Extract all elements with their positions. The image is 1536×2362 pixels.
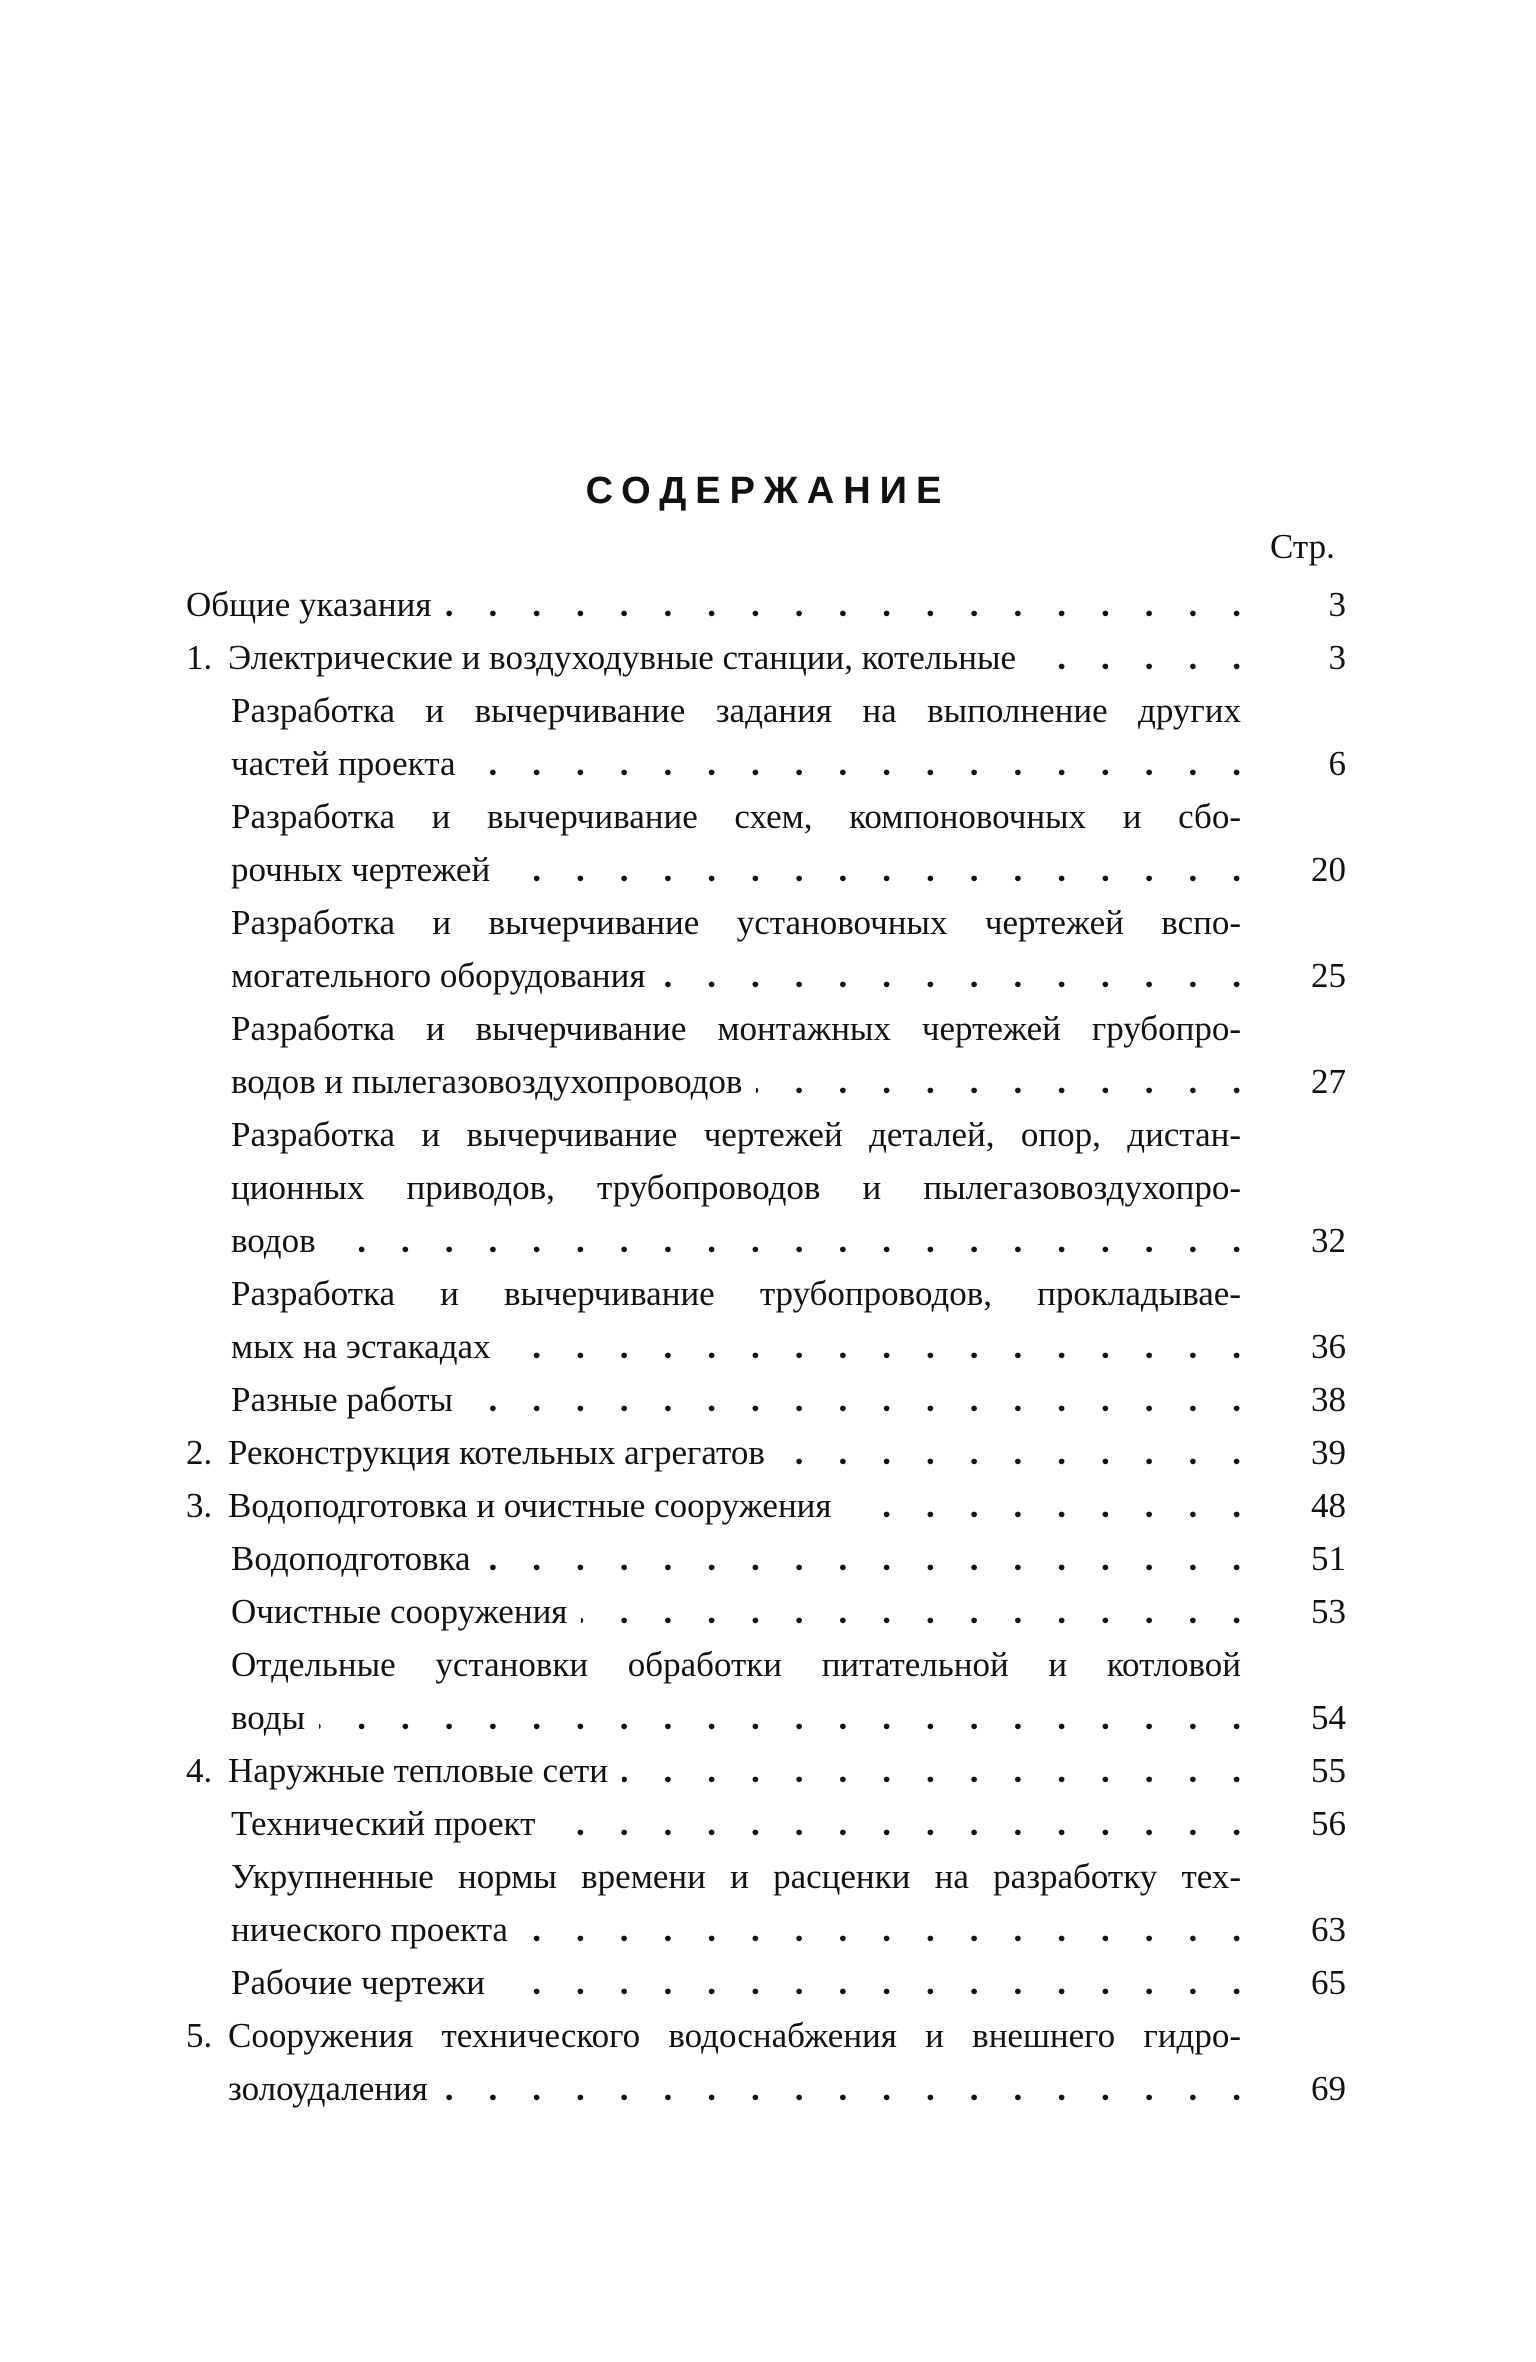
toc-entry-last-line — [186, 1479, 1241, 1532]
page-number: 65 — [1311, 1963, 1346, 2002]
section-number: 1. — [186, 638, 213, 677]
dot-leader — [581, 1585, 1241, 1638]
toc-entry-text: Наружные тепловые сети — [228, 1751, 608, 1790]
toc-entry — [186, 896, 1346, 1002]
toc-entry-text: воды — [231, 1698, 306, 1737]
toc-entry-last-line — [231, 1956, 1241, 2009]
toc-entry-text: водов и пылегазовоздухопроводов — [231, 1062, 743, 1101]
toc-entry-last-line — [231, 1373, 1241, 1426]
dot-leader — [504, 843, 1241, 896]
dot-leader — [1030, 631, 1241, 684]
page-number: 53 — [1311, 1592, 1346, 1631]
page-number: 36 — [1311, 1327, 1346, 1366]
section-number: 2. — [186, 1433, 213, 1472]
toc-entry-text: рочных чертежей — [231, 850, 491, 889]
toc-entry-text: могательного оборудования — [231, 956, 646, 995]
toc-entry — [186, 578, 1346, 631]
page-number: 55 — [1311, 1751, 1346, 1790]
toc-entry-last-line — [231, 1691, 1241, 1744]
toc-entry-text: Электрические и воздуходувные станции, котельные — [228, 638, 1017, 677]
page-number: 54 — [1311, 1698, 1346, 1737]
page-number: 32 — [1311, 1221, 1346, 1260]
page-number: 63 — [1311, 1910, 1346, 1949]
toc-entry-line: Разработка и вычерчивание установочных чертежей вспо- — [231, 903, 1241, 942]
toc-entry-last-line — [231, 1585, 1241, 1638]
toc-entry — [186, 1850, 1346, 1956]
dot-leader — [505, 1320, 1241, 1373]
toc-entry — [186, 1373, 1346, 1426]
toc-entry — [186, 1532, 1346, 1585]
toc-entry — [186, 1267, 1346, 1373]
toc-entry-text: Очистные сооружения — [231, 1592, 568, 1631]
page-number: 6 — [1328, 744, 1346, 783]
page-number: 39 — [1311, 1433, 1346, 1472]
toc-entry — [186, 1638, 1346, 1744]
toc-entry — [186, 1744, 1346, 1797]
toc-entry-last-line — [231, 1214, 1241, 1267]
page-number: 51 — [1311, 1539, 1346, 1578]
dot-leader — [330, 1214, 1241, 1267]
dot-leader — [756, 1055, 1241, 1108]
page-number: 48 — [1311, 1486, 1346, 1525]
toc-entry-last-line — [186, 1426, 1241, 1479]
page-number: 38 — [1311, 1380, 1346, 1419]
toc-entry-last-line — [231, 1320, 1241, 1373]
toc-entry-last-line — [231, 949, 1241, 1002]
toc-entry — [186, 631, 1346, 684]
page-title: СОДЕРЖАНИЕ — [585, 470, 951, 512]
toc-entry-line: Отдельные установки обработки питательной и котловой — [231, 1645, 1241, 1684]
page-number: 69 — [1311, 2069, 1346, 2108]
toc-entry-line: Разработка и вычерчивание задания на выполнение других — [231, 691, 1241, 730]
toc-entry-last-line — [186, 1744, 1241, 1797]
toc-entry-text: Технический проект — [231, 1804, 536, 1843]
toc-entry — [186, 1797, 1346, 1850]
toc-entry — [186, 1956, 1346, 2009]
page-number: 3 — [1328, 585, 1346, 624]
dot-leader — [846, 1479, 1241, 1532]
toc-entry-last-line — [186, 631, 1241, 684]
toc-entry-last-line — [231, 737, 1241, 790]
section-number: 4. — [186, 1751, 213, 1790]
dot-leader — [499, 1956, 1241, 2009]
section-number: 3. — [186, 1486, 213, 1525]
toc-entry — [186, 1002, 1346, 1108]
toc-entry-text: Рабочие чертежи — [231, 1963, 485, 2002]
dot-leader — [319, 1691, 1241, 1744]
toc-entry-text: золоудаления — [228, 2069, 428, 2108]
page-number: 27 — [1311, 1062, 1346, 1101]
section-number: 5. — [186, 2016, 213, 2055]
toc-entry-text: Водоподготовка и очистные сооружения — [228, 1486, 832, 1525]
toc-entry-last-line — [186, 2062, 1241, 2115]
table-of-contents — [186, 578, 1346, 2115]
toc-entry-text: нического проекта — [231, 1910, 508, 1949]
dot-leader — [442, 2062, 1241, 2115]
toc-entry-line: Сооружения технического водоснабжения и внешнего гидро- — [228, 2016, 1241, 2055]
dot-leader — [549, 1797, 1241, 1850]
dot-leader — [622, 1744, 1241, 1797]
toc-entry-text: Общие указания — [186, 585, 432, 624]
page-number: 20 — [1311, 850, 1346, 889]
toc-entry-text: мых на эстакадах — [231, 1327, 491, 1366]
page-number: 3 — [1328, 638, 1346, 677]
toc-entry-last-line — [231, 1532, 1241, 1585]
toc-entry-line: Разработка и вычерчивание схем, компоновочных и сбо- — [231, 797, 1241, 836]
toc-entry-line: Разработка и вычерчивание монтажных чертежей грубопро- — [231, 1009, 1241, 1048]
toc-entry — [186, 790, 1346, 896]
toc-entry-text: Разные работы — [231, 1380, 454, 1419]
page-number: 56 — [1311, 1804, 1346, 1843]
toc-entry — [186, 1585, 1346, 1638]
dot-leader — [467, 1373, 1241, 1426]
dot-leader — [445, 578, 1241, 631]
dot-leader — [659, 949, 1241, 1002]
dot-leader — [485, 1532, 1241, 1585]
toc-entry-last-line — [231, 843, 1241, 896]
toc-entry-line: Разработка и вычерчивание трубопроводов, прокладывае- — [231, 1274, 1241, 1313]
toc-entry — [186, 2009, 1346, 2115]
dot-leader — [522, 1903, 1241, 1956]
toc-entry-text: водов — [231, 1221, 316, 1260]
toc-entry-line: ционных приводов, трубопроводов и пылегазовоздухопро- — [231, 1168, 1241, 1207]
toc-entry-text: Водоподготовка — [231, 1539, 471, 1578]
toc-entry — [186, 1479, 1346, 1532]
toc-entry — [186, 1426, 1346, 1479]
dot-leader — [469, 737, 1241, 790]
toc-entry — [186, 1108, 1346, 1267]
page-column-header: Стр. — [1270, 527, 1335, 566]
toc-entry-last-line — [231, 1055, 1241, 1108]
toc-entry-last-line — [231, 1903, 1241, 1956]
toc-entry-last-line — [231, 1797, 1241, 1850]
toc-entry-text: Реконструкция котельных агрегатов — [228, 1433, 765, 1472]
toc-entry — [186, 684, 1346, 790]
toc-entry-last-line — [186, 578, 1241, 631]
dot-leader — [779, 1426, 1241, 1479]
page-number: 25 — [1311, 956, 1346, 995]
toc-entry-text: частей проекта — [231, 744, 456, 783]
toc-entry-line: Укрупненные нормы времени и расценки на разработку тех- — [231, 1857, 1241, 1896]
toc-entry-line: Разработка и вычерчивание чертежей деталей, опор, дистан- — [231, 1115, 1241, 1154]
